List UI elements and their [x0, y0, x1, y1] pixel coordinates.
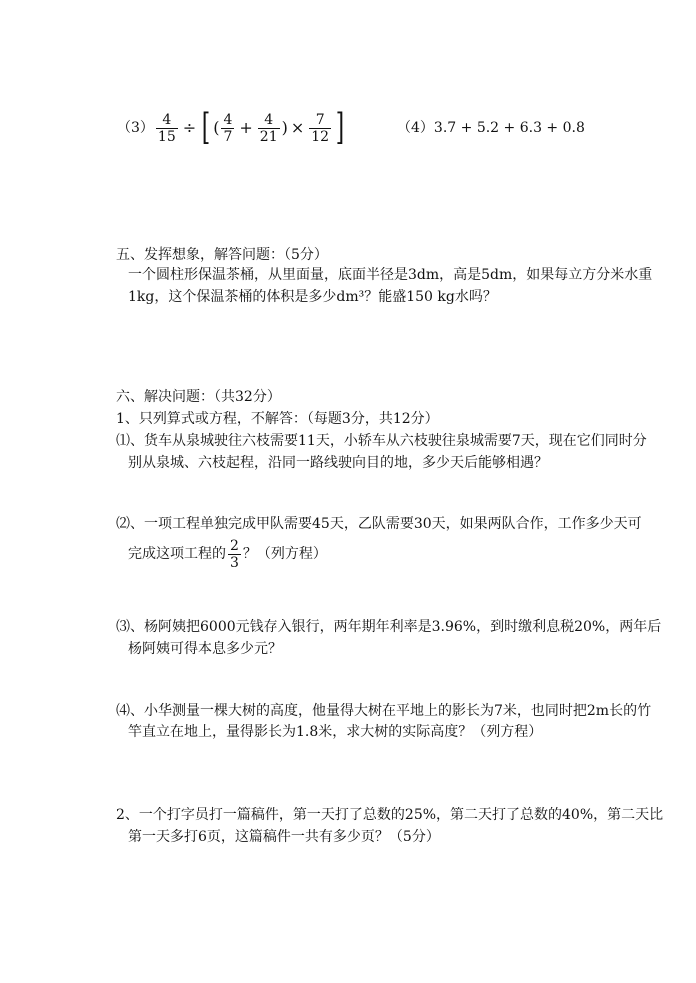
section-6-title: 六、解决问题：（共32分）	[116, 389, 281, 405]
question-4-line-2: 竿直立在地上，量得影长为1.8米，求大树的实际高度？（列方程）	[128, 724, 543, 740]
fraction-4-21: $\frac{4}{21}$	[259, 111, 278, 145]
section-6-sub-2-line-2: 第一天多打6页，这篇稿件一共有多少页？（5分）	[128, 829, 440, 845]
problem-4-expression: 3.7 + 5.2 + 6.3 + 0.8	[433, 120, 585, 136]
question-2-line-1: ⑵、一项工程单独完成甲队需要45天，乙队需要30天，如果两队合作，工作多少天可	[116, 516, 642, 532]
question-4-line-1: ⑷、小华测量一棵大树的高度，他量得大树在平地上的影长为7米，也同时把2m长的竹	[116, 703, 652, 719]
left-bracket: [	[201, 107, 211, 148]
question-3-line-2: 杨阿姨可得本息多少元？	[128, 641, 282, 657]
divide-sign: ÷	[182, 118, 197, 137]
question-1-line-2: 别从泉城、六枝起程，沿同一路线驶向目的地，多少天后能够相遇？	[128, 455, 548, 471]
question-1-line-1: ⑴、货车从泉城驶往六枝需要11天，小轿车从六枝驶往泉城需要7天，现在它们同时分	[116, 433, 647, 449]
problem-3	[117, 106, 347, 150]
plus-sign: +	[239, 118, 253, 137]
problem-4-label: （4）	[397, 120, 434, 136]
question-2-text-a: 完成这项工程的	[128, 546, 226, 562]
question-2-text-b: ？（列方程）	[242, 546, 327, 562]
question-2-line-2	[128, 534, 327, 574]
section-5-line-2: 1kg，这个保温茶桶的体积是多少dm³？能盛150 kg水吗？	[128, 289, 497, 305]
fraction-4-15: $\frac{4}{15}$	[157, 111, 176, 145]
problem-3-label: （3）	[117, 120, 154, 136]
fraction-7-12: $\frac{7}{12}$	[311, 111, 330, 145]
fraction-4-7: $\frac{4}{7}$	[223, 111, 233, 145]
question-3-line-1: ⑶、杨阿姨把6000元钱存入银行，两年期年利率是3.96%，到时缴利息税20%，两年后	[116, 619, 662, 635]
right-paren: )	[281, 118, 288, 137]
problem-4	[397, 118, 585, 138]
section-5-line-1: 一个圆柱形保温茶桶，从里面量，底面半径是3dm，高是5dm，如果每立方分米水重	[128, 267, 653, 283]
section-6-sub-2-line-1: 2、一个打字员打一篇稿件，第一天打了总数的25%，第二天打了总数的40%，第二天比	[116, 807, 664, 823]
right-bracket: ]	[335, 107, 345, 148]
section-5-title: 五、发挥想象，解答问题：（5分）	[116, 247, 328, 263]
section-6-sub-1: 1、只列算式或方程，不解答：（每题3分，共12分）	[116, 411, 439, 427]
times-sign: ×	[290, 118, 305, 137]
left-paren: (	[213, 118, 220, 137]
fraction-2-3: $\frac{2}{3}$	[230, 537, 239, 571]
